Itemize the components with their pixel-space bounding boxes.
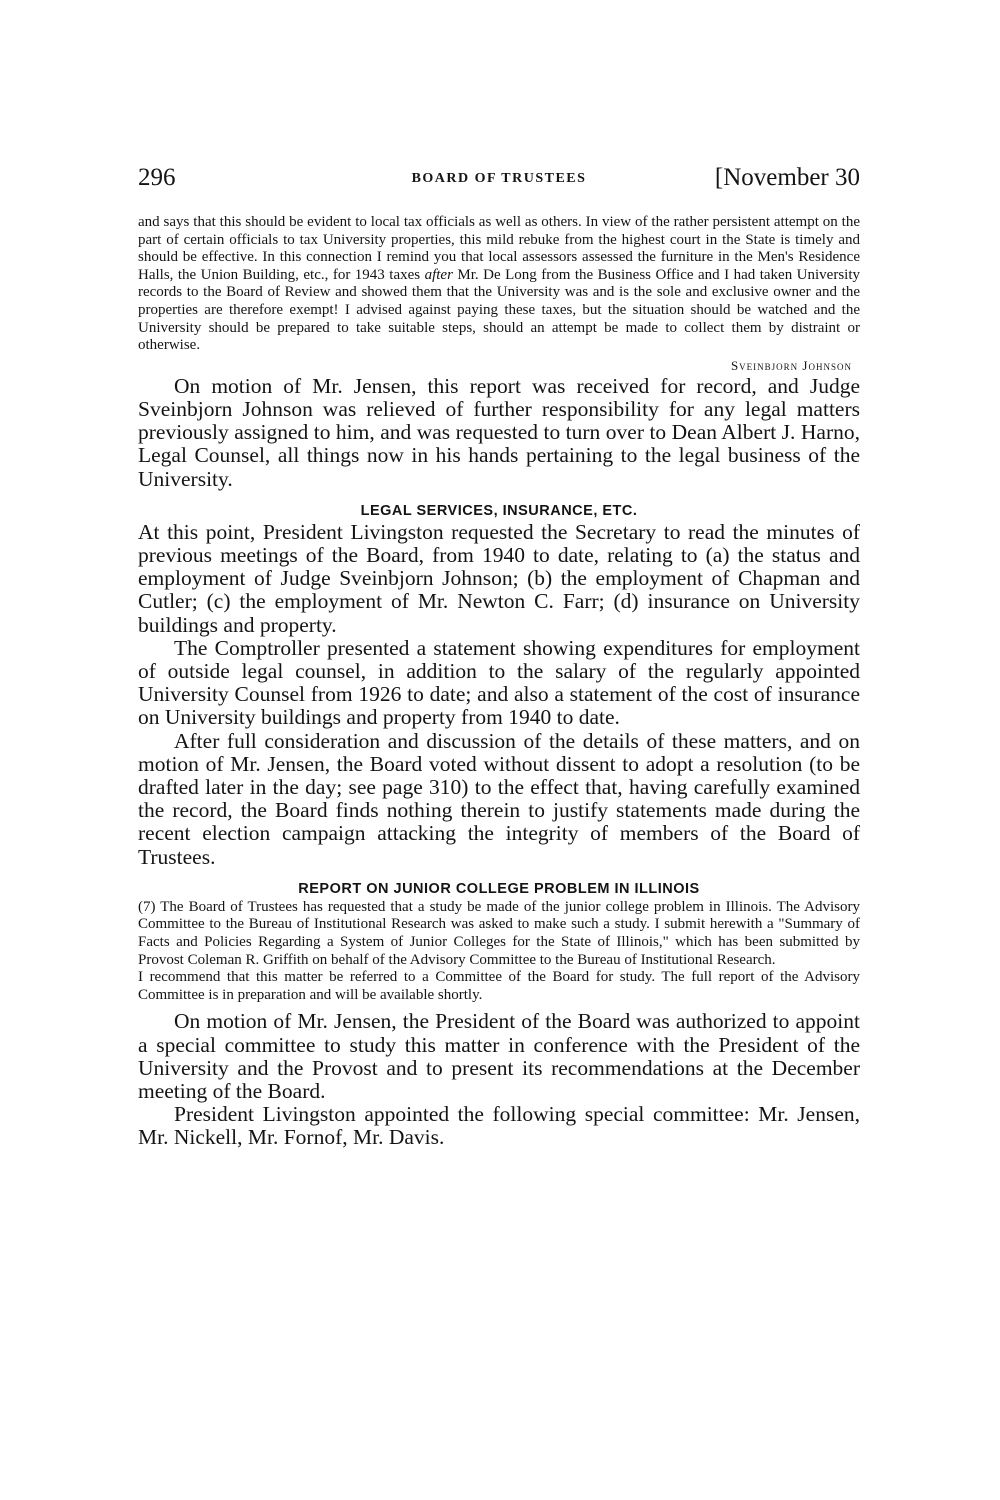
report-emphasis: after (424, 266, 453, 283)
signature: Sveinbjorn Johnson (730, 357, 852, 373)
section-heading-junior-college: REPORT ON JUNIOR COLLEGE PROBLEM IN ILLINOIS (298, 880, 700, 897)
legal-paragraph-3: After full consideration and discussion of the details of these matters, and on motion of Mr. Jensen, the Board voted without dissent to adopt a resolution (to be drafted later in the day; see page 310) to the effect that, having carefully examined the record, the Board finds nothing therein to justify statements made during the recent election campaign attacking the integrity of members of the Board of Trustees. (138, 728, 860, 869)
running-header (138, 164, 860, 198)
junior-report-paragraph-1: (7) The Board of Trustees has requested that a study be made of the junior college problem in Illinois. The Advisory Committee to the Bureau of Institutional Research was asked to make such a study. I submit herewith a "Summary of Facts and Policies Regarding a System of Junior Colleges for the State of Illinois," which has been submitted by Provost Coleman R. Griffith on behalf of the Advisory Committee to the Bureau of Institutional Research. (138, 898, 860, 968)
committee-paragraph: President Livingston appointed the following special committee: Mr. Jensen, Mr. Nickell, Mr. Fornof, Mr. Davis. (138, 1102, 860, 1150)
motion-paragraph: On motion of Mr. Jensen, this report was received for record, and Judge Sveinbjorn Johnson was relieved of further responsibility for any legal matters previously assigned to him, and was requested to turn over to Dean Albert J. Harno, Legal Counsel, all things now in his hands pertaining to the legal business of the University. (138, 373, 860, 491)
report-paragraph (138, 214, 860, 355)
legal-paragraph-2: The Comptroller presented a statement showing expenditures for employment of outside legal counsel, in addition to the salary of the regularly appointed University Counsel from 1926 to date; and also a statement of the cost of insurance on University buildings and property from 1940 to date. (138, 635, 860, 730)
section-heading-legal-services: LEGAL SERVICES, INSURANCE, ETC. (360, 502, 638, 519)
legal-paragraph-1: At this point, President Livingston requested the Secretary to read the minutes of previous meetings of the Board, from 1940 to date, relating to (a) the status and employment of Judge Sveinbjorn Johnson; (b) the employment of Chapman and Cutler; (c) the employment of Mr. Newton C. Farr; (d) insurance on University buildings and property. (138, 519, 860, 637)
header-title: BOARD OF TRUSTEES (411, 171, 587, 186)
junior-report-paragraph-2: I recommend that this matter be referred to a Committee of the Board for study. The full report of the Advisory Committee is in preparation and will be available shortly. (138, 969, 860, 1003)
header-date: [November 30 (714, 164, 860, 191)
page-number: 296 (138, 164, 176, 191)
report-text-part2: Mr. De Long from the Business Office and I had taken University records to the Board of Review and showed them that the University was and is the sole and exclusive owner and the properties are therefore exempt! I advised against paying these taxes, but the situation should be watched and the University should be prepared to take suitable steps, should an attempt be made to collect them by distraint or otherwise. (138, 266, 860, 354)
report-text-part1: and says that this should be evident to local tax officials as well as others. In view of the rather persistent attempt on the part of certain officials to tax University properties, this mild rebuke from the highest court in the State is timely and should be effective. In this connection I remind you that local assessors assessed the furniture in the Men's Residence Halls, the Union Building, etc., for 1943 taxes (138, 214, 860, 283)
page-body (138, 214, 860, 1150)
junior-motion-paragraph: On motion of Mr. Jensen, the President of the Board was authorized to appoint a special committee to study this matter in conference with the President of the University and the Provost and to present its recommendations at the December meeting of the Board. (138, 1009, 860, 1103)
